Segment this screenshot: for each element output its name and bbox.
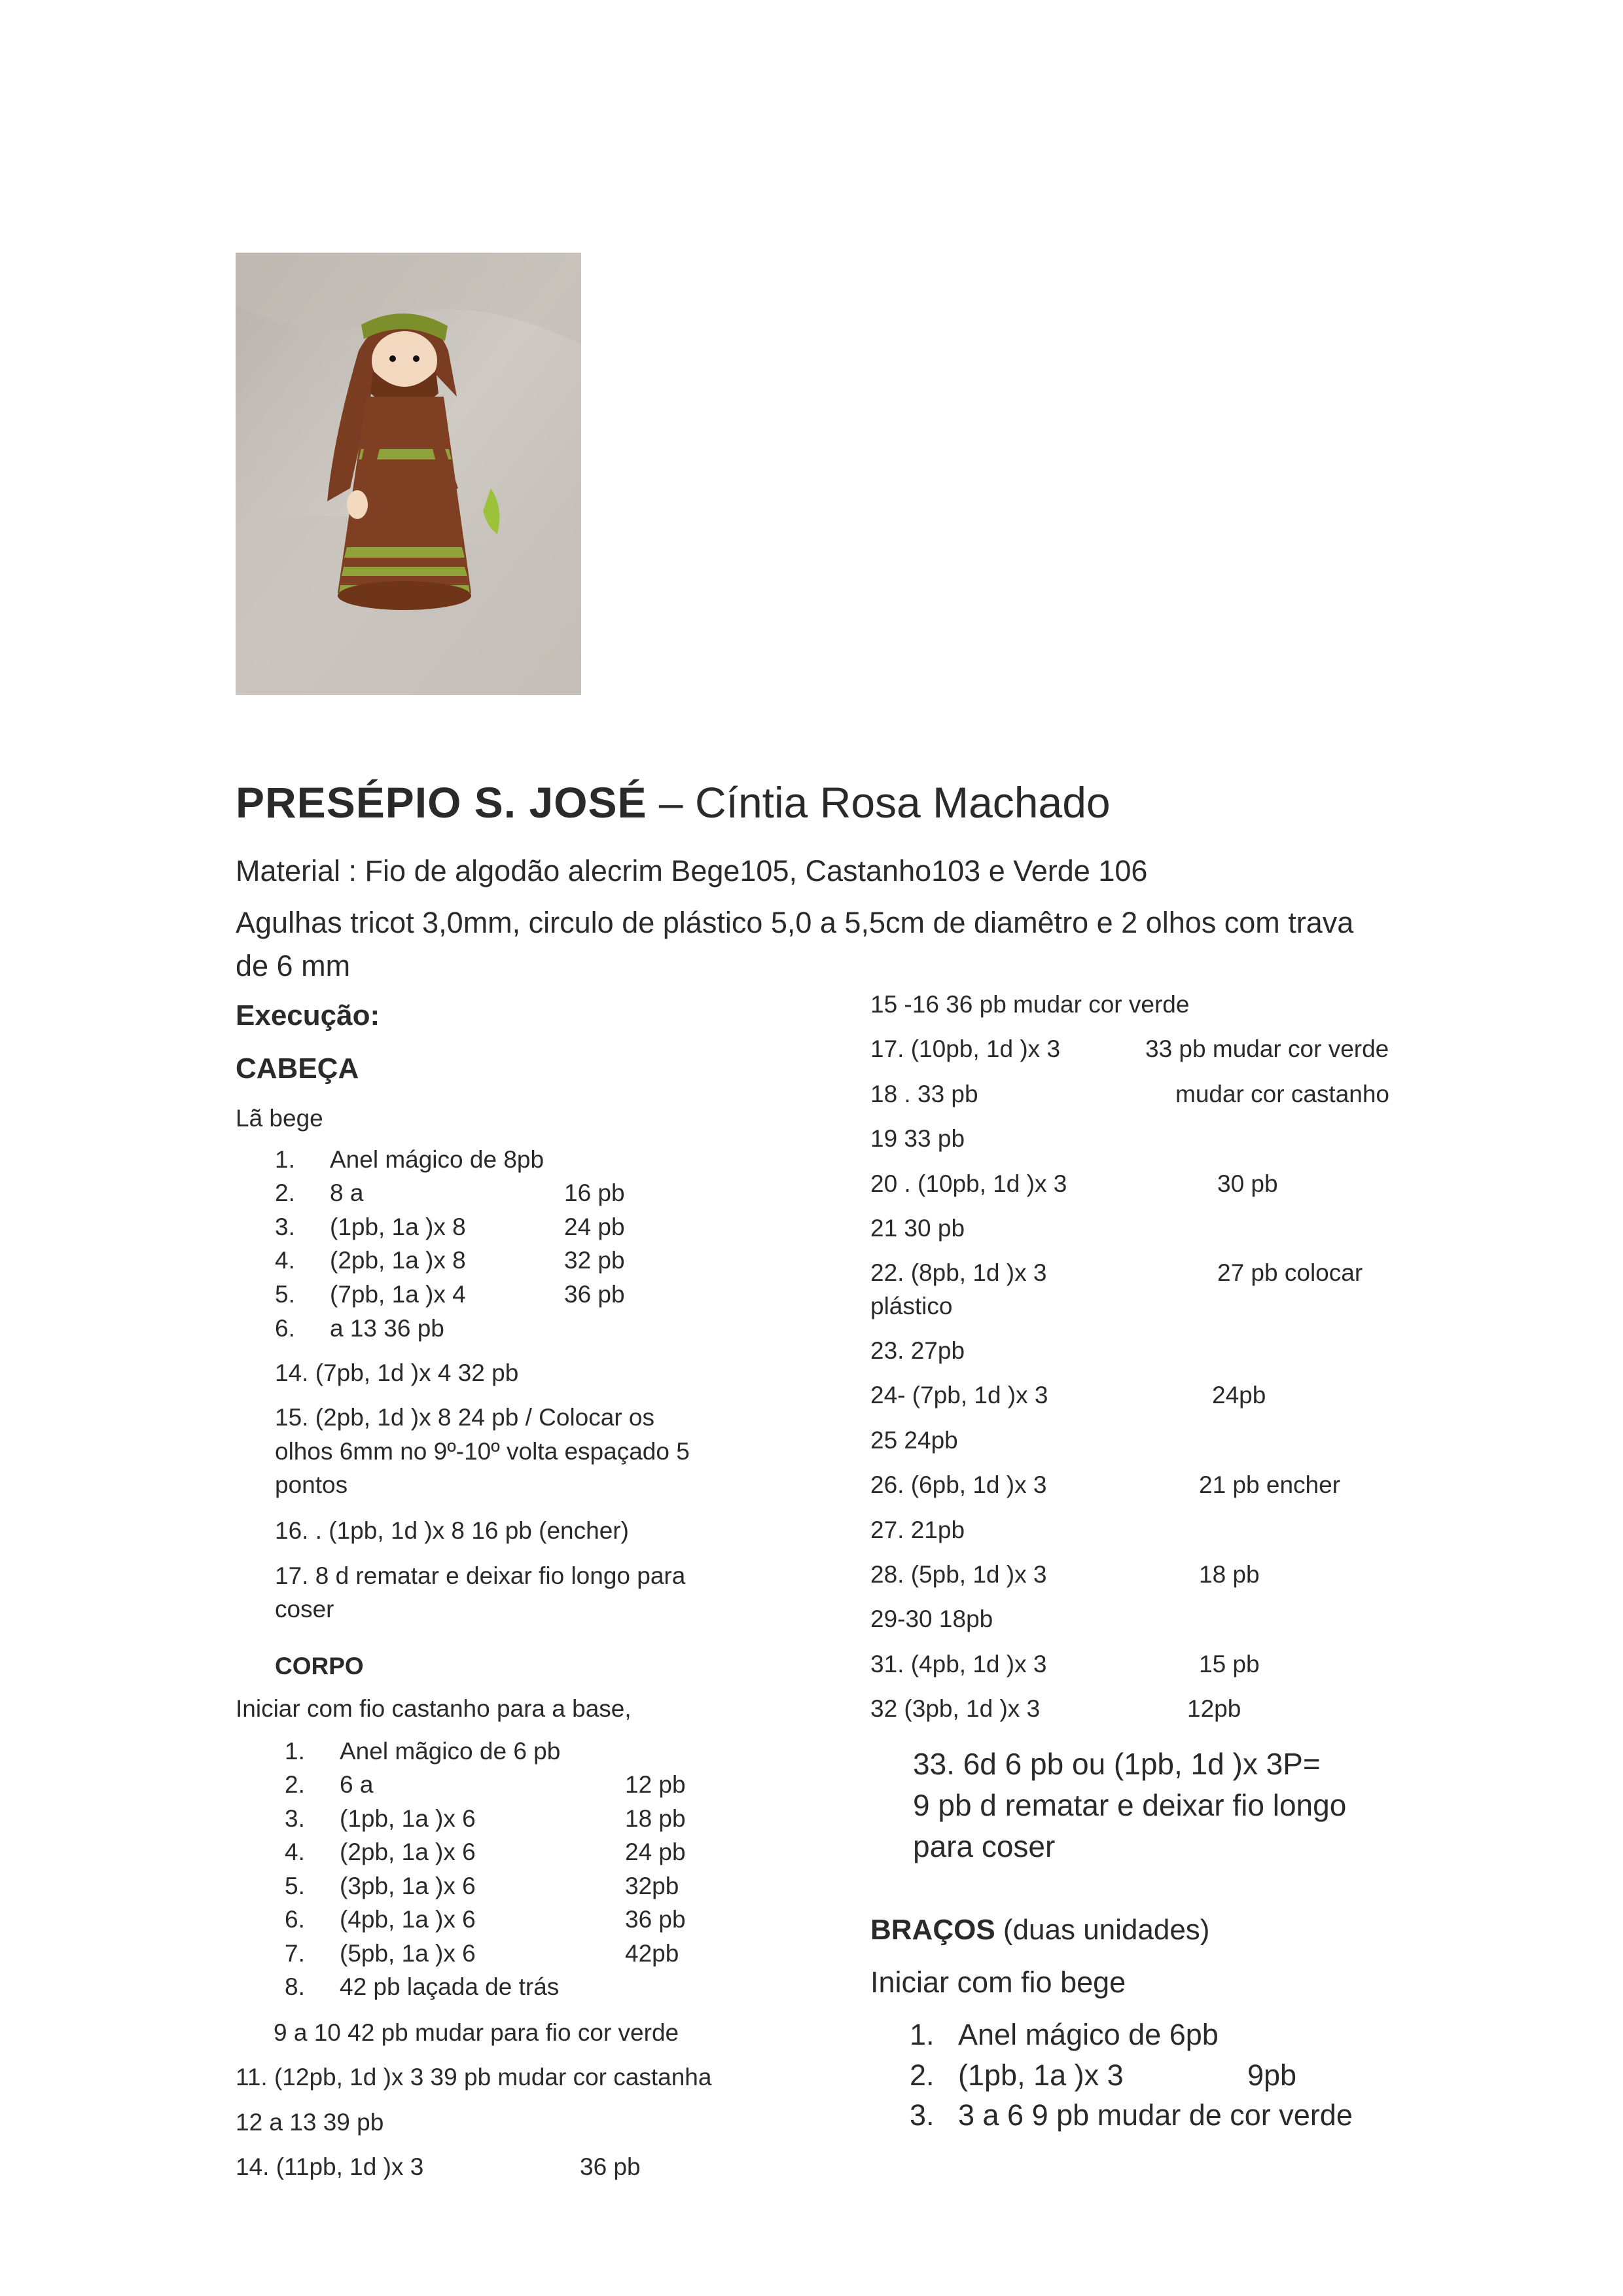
row-stitch: (2pb, 1a )x 8: [330, 1247, 466, 1274]
row-stitch: 29-30 18pb: [870, 1605, 993, 1632]
row-number: 8.: [285, 1973, 305, 2000]
corpo-row-right: [870, 1516, 965, 1544]
row-stitch: 42 pb laçada de trás: [340, 1973, 560, 2000]
row-number: 5.: [285, 1873, 305, 1899]
corpo-row-right: [870, 1382, 1266, 1409]
row-stitch: 25 24pb: [870, 1427, 958, 1454]
bracos-title: BRAÇOS: [870, 1914, 995, 1946]
row-stitch: plástico: [870, 1293, 953, 1319]
cabeca-heading: CABEÇA: [236, 1052, 359, 1085]
row-33-line: 33. 6d 6 pb ou (1pb, 1d )x 3P=: [913, 1747, 1321, 1781]
corpo-row-right: [870, 1125, 965, 1153]
row-stitch: 19 33 pb: [870, 1125, 965, 1152]
corpo-row-right: [870, 1695, 1241, 1723]
row-count: 32pb: [625, 1873, 679, 1899]
row-stitch: 21 30 pb: [870, 1215, 965, 1242]
corpo-row-right: [870, 1035, 1389, 1063]
corpo-row-right: [870, 1293, 952, 1320]
bracos-intro: Iniciar com fio bege: [870, 1965, 1126, 1999]
material-line: Material : Fio de algodão alecrim Bege105, Castanho103 e Verde 106: [236, 854, 1148, 888]
cabeca-row-15-cont: pontos: [275, 1471, 348, 1498]
row-stitch: (7pb, 1a )x 4: [330, 1281, 466, 1308]
cabeca-row-15-cont: olhos 6mm no 9º-10º volta espaçado 5: [275, 1438, 690, 1465]
corpo-row-right: [870, 1605, 993, 1633]
row-stitch: Anel mãgico de 6 pb: [340, 1738, 561, 1765]
title-author: – Cíntia Rosa Machado: [647, 778, 1111, 827]
row-stitch: 18 . 33 pb: [870, 1081, 978, 1107]
row-stitch: 26. (6pb, 1d )x 3: [870, 1471, 1047, 1498]
row-33-line: para coser: [913, 1829, 1056, 1863]
row-stitch: (1pb, 1a )x 8: [330, 1213, 466, 1240]
row-stitch: 3 a 6 9 pb mudar de cor verde: [958, 2098, 1353, 2132]
corpo-row-11: 11. (12pb, 1d )x 3 39 pb mudar cor castanha: [236, 2064, 712, 2090]
corpo-row-right: [870, 991, 1189, 1018]
row-number: 3.: [275, 1213, 295, 1240]
row-number: 5.: [275, 1281, 295, 1308]
row-33-line: 9 pb d rematar e deixar fio longo: [913, 1788, 1347, 1822]
cabeca-row-15: 15. (2pb, 1d )x 8 24 pb / Colocar os: [275, 1404, 655, 1431]
row-stitch: 14. (11pb, 1d )x 3: [236, 2153, 424, 2180]
row-count: 36 pb: [580, 2153, 641, 2180]
row-count: 27 pb colocar: [1217, 1259, 1363, 1286]
row-stitch: (3pb, 1a )x 6: [340, 1873, 476, 1899]
row-number: 3.: [910, 2098, 935, 2132]
corpo-row-right: [870, 1561, 1260, 1588]
corpo-heading: CORPO: [275, 1653, 364, 1679]
row-number: 6.: [275, 1315, 295, 1342]
row-count: 9pb: [1247, 2058, 1297, 2092]
cabeca-row-17-cont: coser: [275, 1596, 334, 1623]
row-count: 12 pb: [625, 1771, 686, 1798]
doll-photo: [236, 253, 581, 695]
row-count: 42pb: [625, 1940, 679, 1967]
title-main: PRESÉPIO S. JOSÉ: [236, 778, 647, 827]
row-count: 32 pb: [564, 1247, 625, 1274]
row-stitch: (5pb, 1a )x 6: [340, 1940, 476, 1967]
row-stitch: (1pb, 1a )x 3: [958, 2058, 1124, 2092]
corpo-row-right: [870, 1651, 1260, 1678]
cabeca-yarn: Lã bege: [236, 1105, 323, 1132]
cabeca-row-17: 17. 8 d rematar e deixar fio longo para: [275, 1562, 686, 1589]
corpo-intro: Iniciar com fio castanho para a base,: [236, 1695, 632, 1722]
corpo-row-right: [870, 1259, 1363, 1287]
corpo-row-right: [870, 1215, 965, 1242]
row-number: 1.: [275, 1146, 295, 1173]
row-stitch: (2pb, 1a )x 6: [340, 1839, 476, 1865]
bracos-heading: [870, 1914, 1209, 1946]
corpo-row-right: [870, 1170, 1278, 1198]
row-number: 7.: [285, 1940, 305, 1967]
row-count: 18 pb: [1199, 1561, 1260, 1588]
corpo-row-33: [913, 1744, 1410, 1867]
row-stitch: 22. (8pb, 1d )x 3: [870, 1259, 1047, 1286]
row-stitch: 27. 21pb: [870, 1516, 965, 1543]
row-count: 36 pb: [625, 1906, 686, 1933]
row-stitch: 28. (5pb, 1d )x 3: [870, 1561, 1047, 1588]
row-stitch: 24- (7pb, 1d )x 3: [870, 1382, 1048, 1408]
row-number: 2.: [910, 2058, 935, 2092]
row-count: 36 pb: [564, 1281, 625, 1308]
row-count: 21 pb encher: [1199, 1471, 1341, 1498]
row-number: 1.: [285, 1738, 305, 1765]
corpo-row-12: 12 a 13 39 pb: [236, 2109, 384, 2136]
row-number: 3.: [285, 1805, 305, 1832]
cabeca-row-16: 16. . (1pb, 1d )x 8 16 pb (encher): [275, 1517, 629, 1544]
row-number: 4.: [275, 1247, 295, 1274]
page-title: [236, 778, 1111, 827]
agulhas-line: Agulhas tricot 3,0mm, circulo de plástico 5,0 a 5,5cm de diamêtro e 2 olhos com trava: [236, 906, 1354, 939]
row-count: 24pb: [1212, 1382, 1266, 1408]
corpo-row-right: [870, 1337, 965, 1365]
corpo-row-right: [870, 1081, 1390, 1108]
corpo-row-right: [870, 1427, 958, 1454]
row-stitch: (1pb, 1a )x 6: [340, 1805, 476, 1832]
row-stitch: 20 . (10pb, 1d )x 3: [870, 1170, 1067, 1197]
cabeca-row-14: 14. (7pb, 1d )x 4 32 pb: [275, 1359, 519, 1386]
row-number: 2.: [285, 1771, 305, 1798]
row-number: 4.: [285, 1839, 305, 1865]
row-count: 24 pb: [564, 1213, 625, 1240]
corpo-row-9: 9 a 10 42 pb mudar para fio cor verde: [274, 2019, 679, 2046]
bracos-note: (duas unidades): [995, 1914, 1210, 1946]
row-count: 16 pb: [564, 1179, 625, 1206]
row-number: 2.: [275, 1179, 295, 1206]
row-count: 30 pb: [1217, 1170, 1278, 1197]
row-stitch: 23. 27pb: [870, 1337, 965, 1364]
row-stitch: (4pb, 1a )x 6: [340, 1906, 476, 1933]
execucao-heading: Execução:: [236, 999, 380, 1031]
row-stitch: 32 (3pb, 1d )x 3: [870, 1695, 1041, 1722]
row-count: 12pb: [1187, 1695, 1241, 1722]
row-stitch: 31. (4pb, 1d )x 3: [870, 1651, 1047, 1677]
row-count: mudar cor castanho: [1175, 1081, 1390, 1107]
corpo-row-right: [870, 1471, 1341, 1499]
row-stitch: Anel mágico de 6pb: [958, 2018, 1219, 2051]
row-count: 15 pb: [1199, 1651, 1260, 1677]
agulhas-line-cont: de 6 mm: [236, 949, 351, 982]
row-count: 18 pb: [625, 1805, 686, 1832]
row-stitch: Anel mágico de 8pb: [330, 1146, 544, 1173]
row-count: 24 pb: [625, 1839, 686, 1865]
row-stitch: 6 a: [340, 1771, 374, 1798]
row-number: 6.: [285, 1906, 305, 1933]
row-number: 1.: [910, 2018, 935, 2051]
row-stitch: a 13 36 pb: [330, 1315, 444, 1342]
row-stitch: 15 -16 36 pb mudar cor verde: [870, 991, 1190, 1018]
row-count: 33 pb mudar cor verde: [1145, 1035, 1389, 1062]
row-stitch: 8 a: [330, 1179, 364, 1206]
row-stitch: 17. (10pb, 1d )x 3: [870, 1035, 1061, 1062]
